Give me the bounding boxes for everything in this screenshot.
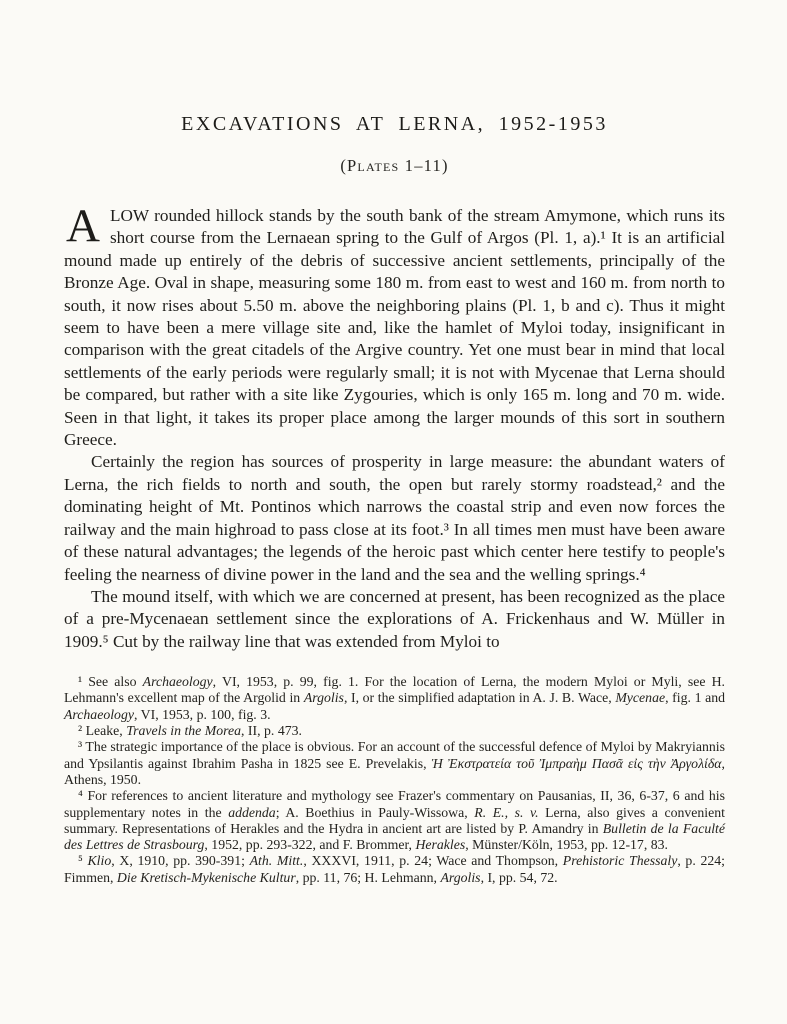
text-run: , VI, 1953, p. 100, fig. 3. (133, 706, 271, 722)
text-run: , II, p. 473. (241, 723, 302, 739)
text-run: ² Leake, (78, 723, 127, 739)
italic-text-run: Klio (87, 853, 112, 869)
italic-text-run: Travels in the Morea (126, 723, 242, 739)
text-run: , Münster/Köln, 1953, pp. 12-17, 83. (465, 837, 668, 853)
text-run: , I, or the simplified adaptation in A. J. B. Wace, (343, 690, 616, 706)
text-run: , XXXVI, 1911, p. 24; Wace and Thompson, (303, 853, 563, 869)
footnote (64, 739, 725, 788)
italic-text-run: Prehistoric Thessaly (562, 853, 678, 869)
italic-text-run: Argolis (303, 690, 344, 706)
footnote (64, 853, 725, 886)
text-run: , p. 224; Fimmen, (64, 853, 725, 885)
text-run: Certainly the region has sources of prosperity in large measure: the abundant waters of Lerna, the rich fields to north and south, the open but rarely stormy roadstead,² and the dominating height of Mt. Pontinos which narrows the coastal strip and even now forces the railway and the main highroad to pass close at its foot.³ In all times men must have been aware of these natural advantages; the legends of the heroic past which center here testify to people's feeling the nearness of divine power in the land and the sea and the welling springs.⁴ (64, 452, 725, 584)
italic-text-run: Bulletin de la Faculté des Lettres de Strasbourg (64, 820, 726, 853)
text-run: , fig. 1 and (665, 690, 725, 706)
italic-text-run: Archaeology (64, 706, 134, 722)
italic-text-run: Ἡ Ἐκστρατεία τοῦ Ἰμπραὴμ Πασᾶ εἰς τὴν Ἀργολίδα (431, 755, 722, 771)
article-title: EXCAVATIONS AT LERNA, 1952-1953 (181, 113, 608, 135)
text-run: , I, pp. 54, 72. (480, 869, 558, 885)
footnote (64, 723, 725, 739)
paragraph (64, 451, 725, 585)
text-run: ; A. Boethius in Pauly-Wissowa, (275, 804, 475, 820)
italic-text-run: Argolis (440, 869, 481, 885)
text-run: ⁴ For references to ancient literature and mythology see Frazer's commentary on Pausanias, II, 36, 6-37, 6 and his supplementary notes in the (64, 788, 725, 820)
paragraph (64, 586, 725, 653)
text-run: The mound itself, with which we are concerned at present, has been recognized as the place of a pre-Mycenaean settlement since the explorations of A. Frickenhaus and W. Müller in 1909.⁵ Cut by the railway line that was extended from Myloi to (64, 586, 725, 651)
italic-text-run: Die Kretisch-Mykenische Kultur (116, 869, 296, 885)
italic-text-run: addenda (228, 804, 276, 820)
italic-text-run: Archaeology (142, 674, 213, 690)
text-run: LOW rounded hillock stands by the south bank of the stream Amymone, which runs its short course from the Lernaean spring to the Gulf of Argos (Pl. 1, a).¹ It is an artificial mound made up entirely of the debris of successive ancient settlements, principally of the Bronze Age. Oval in shape, measuring some 180 m. from east to west and 160 m. from north to south, it now rises about 5.50 m. above the neighboring plains (Pl. 1, b and c). Thus it might seem to have been a mere village site and, like the hamlet of Myloi today, insignificant in comparison with the great citadels of the Argive country. Yet one must bear in mind that local settlements of the early periods were regularly small; it is not with Mycenae that Lerna should be compared, but rather with a site like Zygouries, which is only 165 m. long and 70 m. wide. Seen in that light, it takes its proper place among the larger mounds of this sort in southern Greece. (64, 206, 725, 450)
body-paragraphs (64, 200, 725, 653)
text-run: , X, 1910, pp. 390-391; (111, 853, 250, 869)
text-run: ⁵ (78, 853, 88, 869)
text-run: , VI, 1953, p. 99, fig. 1. For the location of Lerna, the modern Myloi or Myli, see H. Lehmann's excellent map of the Argolid in (64, 674, 725, 706)
plates-subtitle: (Plates 1–11) (340, 156, 449, 175)
text-run: , pp. 11, 76; H. Lehmann, (295, 869, 441, 885)
italic-text-run: Mycenae (615, 690, 666, 706)
footnote (64, 674, 725, 723)
footnote (64, 788, 725, 853)
italic-text-run: R. E., s. v. (474, 804, 539, 820)
italic-text-run: Herakles (415, 837, 466, 853)
italic-text-run: Ath. Mitt. (249, 853, 304, 869)
text-run: ¹ See also (78, 674, 143, 690)
footnotes (64, 674, 725, 886)
drop-cap: A (66, 200, 100, 252)
paragraph (64, 200, 725, 451)
text-run: ³ The strategic importance of the place is obvious. For an account of the successful defence of Myloi by Makryiannis and Ypsilantis against Ibrahim Pasha in 1825 see E. Prevelakis, (64, 739, 725, 771)
text-run: Lerna, also gives a convenient summary. Representations of Herakles and the Hydra in ancient art are listed by P. Amandry in (64, 804, 725, 836)
text-run: , Athens, 1950. (64, 755, 725, 787)
text-run: , 1952, pp. 293-322, and F. Brommer, (204, 837, 416, 853)
